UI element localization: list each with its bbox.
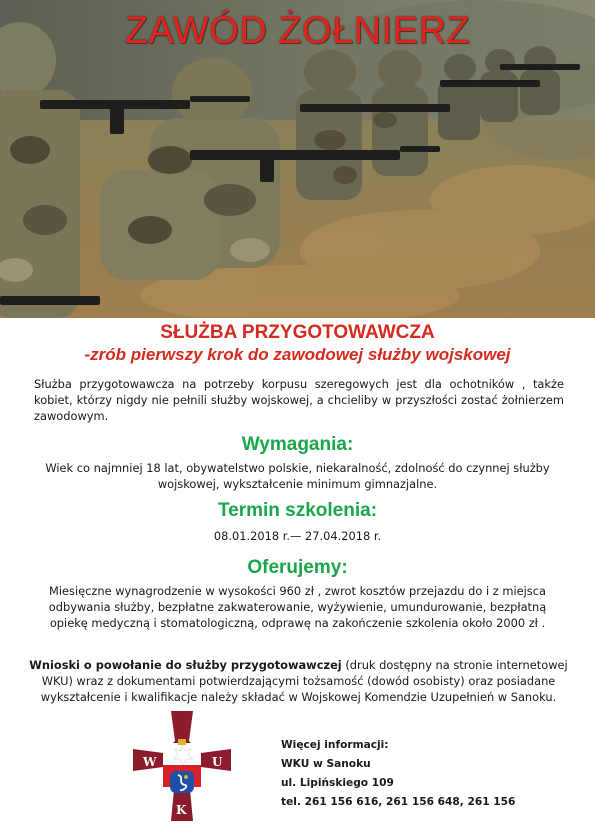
page-title: SŁUŻBA PRZYGOTOWAWCZA	[160, 322, 435, 343]
section-text-offer: Miesięczne wynagrodzenie w wysokości 960 zł , zwrot kosztów przejazdu do i z miejsca odbywania służby, bezpłatne zakwaterowanie, wyżywienie, umundurowanie, bezpłatną opiekę medyczną i stomatologiczną, odprawę na zakończenie szkolenia około 2000 zł .	[48, 584, 547, 630]
contact-info	[281, 736, 561, 812]
contact-phones: tel. 261 156 616, 261 156 648, 261 156	[281, 796, 516, 808]
intro-paragraph: Służba przygotowawcza na potrzeby korpusu szeregowych jest dla ochotników , także kobiet, którzy nigdy nie pełnili służby wojskowej, a chcieliby w przyszłości zostać żołnierzem zawodowym.	[34, 377, 564, 423]
wku-emblem	[133, 711, 231, 821]
contact-unit: WKU w Sanoku	[281, 758, 371, 770]
emblem-letter-left: W	[143, 755, 157, 769]
application-note-rest: (druk dostępny na stronie internetowej WKU) wraz z dokumentami potwierdzającymi tożsamość (dowód osobisty) oraz posiadane wykształcenie i kwalifikacje należy składać w Wojskowej Komendzie Uzupełnień w Sanoku.	[40, 658, 568, 704]
section-heading-requirements: Wymagania:	[241, 434, 354, 455]
emblem-letter-bottom: K	[176, 803, 187, 817]
hero-title: ZAWÓD ŻOŁNIERZ	[124, 10, 471, 52]
hero-photo	[0, 0, 595, 318]
section-text-requirements: Wiek co najmniej 18 lat, obywatelstwo polskie, niekaralność, zdolność do czynnej służby wojskowej, wykształcenie minimum gimnazjalne.	[45, 461, 550, 491]
section-text-training-dates: 08.01.2018 r.— 27.04.2018 r.	[213, 529, 382, 543]
emblem-letter-right: U	[212, 755, 223, 769]
section-heading-offer: Oferujemy:	[247, 557, 348, 578]
contact-street: ul. Lipińskiego 109	[281, 777, 394, 789]
application-note	[26, 657, 571, 705]
contact-heading: Więcej informacji:	[281, 739, 389, 751]
section-heading-training-dates: Termin szkolenia:	[217, 500, 378, 521]
application-note-bold: Wnioski o powołanie do służby przygotowawczej	[29, 658, 342, 672]
page-subtitle: -zrób pierwszy krok do zawodowej służby wojskowej	[84, 345, 511, 364]
